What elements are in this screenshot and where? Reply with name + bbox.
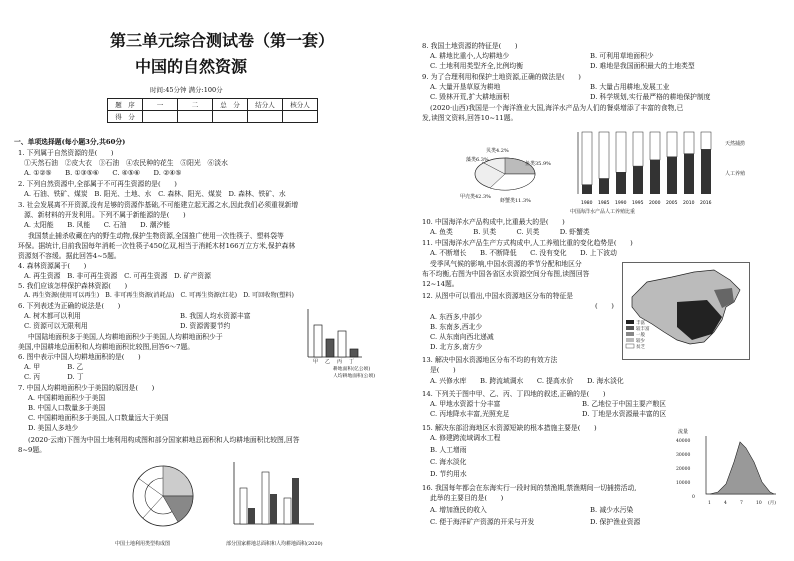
question-6b-options[interactable]: A. 甲 B. 乙 [24,363,84,371]
question-3-options[interactable]: A. 太阳能 B. 风能 C. 石油 D. 潮汐能 [24,221,171,229]
question-7-option-b[interactable]: B. 中国人口数量多于美国 [28,404,106,412]
stack-year-label: 2010 [683,201,695,206]
stack-bar-farmed [633,166,643,194]
question-6b: 6. 图中表示中国人均耕地面积的是( ) [18,353,141,361]
question-7-option-a[interactable]: A. 中国耕地面积少于美国 [28,394,106,402]
month-tick: 1 [708,501,711,506]
question-8-option-b[interactable]: B. 可利用草地面积少 [590,52,654,60]
question-10: 10. 中国海洋水产品构成中,比重最大的是( ) [422,218,565,226]
flow-tick: 10000 [676,481,691,486]
question-15: 15. 解决东部沿海地区水资源短缺的根本措施主要是( ) [422,424,597,432]
passage-line: (2020·云南)下图为中国土地利用构成图和部分国家耕地总面积和人均耕地面积比较图,回答 [28,436,300,444]
stack-year-label: 2005 [666,201,678,206]
stack-bar-farmed [701,149,711,194]
page-subtitle: 中国的自然资源 [135,57,248,76]
question-16-option-a[interactable]: A. 增加渔民的收入 [430,506,487,514]
question-3-cont: 源、新材料的开发利用。下列不属于新能源的是( ) [24,211,186,219]
question-9-option-b[interactable]: B. 大量占用耕地,发展工业 [590,83,670,91]
question-15-option-c[interactable]: C. 海水淡化 [430,458,467,466]
stack-bar-wild [616,132,626,172]
section-heading: 一、单项选择题(每小题3分,共60分) [14,138,126,146]
question-8-option-d[interactable]: D. 难地是我国面积最大的土地类型 [590,62,695,70]
map-legend-item: 贫乏 [636,345,645,350]
pie-label: 藻类6.3% [466,157,489,163]
question-4-options[interactable]: A. 再生资源 B. 非可再生资源 C. 可再生资源 D. 矿产资源 [24,272,211,280]
stack-bar-wild [633,132,643,166]
question-8: 8. 我国土地资源的特征是( ) [422,42,518,50]
bar-label-ding: 丁 [349,359,355,365]
question-16-option-b[interactable]: B. 减少水污染 [590,506,634,514]
question-9: 9. 为了合理利用和保护土地资源,正确的做法是( ) [422,73,581,81]
question-9-option-a[interactable]: A. 大量开垦草原为耕地 [430,83,501,91]
question-14-option-b[interactable]: B. 乙地位于中国主要产粮区 [582,400,667,408]
bar-label-yi: 乙 [325,359,331,365]
score-cell[interactable] [143,111,178,123]
question-6-option-d[interactable]: D. 资源需要节约 [180,322,231,330]
passage-line: 8~9题。 [18,446,46,454]
question-12-option-c[interactable]: C. 从东南向西北递减 [430,333,494,341]
question-14-option-d[interactable]: D. 丁地是水资源最丰富的区 [582,410,667,418]
stack-bar-wild [701,132,711,149]
map-legend-item: 较少 [636,339,645,344]
question-14: 14. 下列关于图中甲、乙、丙、丁四地的叙述,正确的是( ) [422,390,606,398]
question-9-option-d[interactable]: D. 科学规划,实行最严格的耕地保护制度 [590,93,711,101]
question-6-option-c[interactable]: C. 资源可以无限利用 [24,322,88,330]
pie-label: 鱼类35.9% [525,161,551,167]
flow-tick: 0 [692,495,695,500]
question-12-option-b[interactable]: B. 东南多,西北少 [430,323,483,331]
month-tick: 7 [740,501,743,506]
month-tick: 10 [756,501,762,506]
passage-line: 发,读图文资料,回答10~11题。 [422,114,518,122]
stack-year-label: 2016 [700,201,712,206]
question-1-items: ①天然石油 ②皮大衣 ③石油 ④农民种的花生 ⑤阳光 ⑥淡水 [24,159,228,167]
stack-bar-farmed [650,160,660,194]
question-5-options[interactable]: A. 再生资源(使用可以再生) B. 非可再生资源(消耗品) C. 可再生资源(红花) D. 可回收物(塑料) [24,292,294,299]
page-title: 第三单元综合测试卷（第一套） [110,31,335,50]
pie-label: 虾蟹类11.3% [500,198,531,204]
right-column [400,0,794,561]
question-7-option-c[interactable]: C. 中国耕地面积多于美国,人口数量远大于美国 [28,414,169,422]
flow-tick: 40000 [676,439,691,444]
question-12-option-d[interactable]: D. 北方多,南方少 [430,343,483,351]
passage-line: 我国禁止捕杀收藏在内的野生动物,保护生物资源,全国推广使用一次性筷子、塑料袋等 [28,232,284,240]
land-use-pie-chart [118,458,208,538]
score-cell[interactable] [178,111,213,123]
question-15-option-d[interactable]: D. 节约用水 [430,470,467,478]
question-6-option-a[interactable]: A. 树木都可以利用 [24,312,81,320]
question-6: 6. 下列表述为正确的说法是( ) [18,302,121,310]
bar-caption: 部分国家耕地总面积和人均耕地面积(2020) [226,541,323,547]
score-cell: 一 [143,99,178,111]
stack-bar-wild [684,132,694,154]
score-cell: 题 序 [108,99,143,111]
score-cell[interactable] [283,111,318,123]
question-8-option-c[interactable]: C. 土地利用类型齐全,比例均衡 [430,62,524,70]
stack-year-label: 1985 [598,201,610,206]
score-cell: 结分人 [248,99,283,111]
country-farmland-chart [228,458,318,532]
question-8-option-a[interactable]: A. 耕地比重小,人均耕地少 [430,52,510,60]
bar-label-bing: 丙 [337,359,343,365]
question-12: 12. 从图中可以看出,中国水资源地区分布的特征是 [422,292,574,300]
question-11: 11. 中国海洋水产品生产方式构成中,人工养殖比重的变化趋势是( ) [422,239,633,247]
question-15-option-a[interactable]: A. 修建跨流域调水工程 [430,434,501,442]
bar-label-jia: 甲 [313,359,319,365]
stack-bar-farmed [684,154,694,194]
question-5: 5. 我们应该怎样保护森林资源( ) [18,282,128,290]
question-16-option-d[interactable]: D. 保护渔业资源 [590,518,641,526]
month-tick: 4 [724,501,727,506]
question-7: 7. 中国人均耕地面积少于美国的原因是( ) [18,384,155,392]
stack-bar-farmed [667,157,677,194]
question-15-option-b[interactable]: B. 人工增雨 [430,446,467,454]
question-7-option-d[interactable]: D. 美国人多地少 [28,424,79,432]
score-cell: 二 [178,99,213,111]
question-14-option-a[interactable]: A. 甲地水资源十分丰富 [430,400,501,408]
flow-area [710,442,774,494]
river-flow-chart [700,432,780,502]
passage-line: 资源刻不容缓。据此回答4~5题。 [18,252,121,260]
question-16-cont: 此举的主要目的是( ) [430,494,504,502]
question-6b-options2[interactable]: C. 丙 D. 丁 [24,373,84,381]
stack-legend-1: 天然捕捞 [725,141,746,147]
question-9-option-c[interactable]: C. 毁林开荒,扩大耕地面积 [430,93,510,101]
flow-tick: 30000 [676,453,691,458]
score-cell: 总 分 [213,99,248,111]
stack-legend-2: 人工养殖 [725,171,746,177]
score-cell[interactable] [248,111,283,123]
question-13: 13. 解决中国水资源地区分布不均的有效方法 [422,356,558,364]
question-11-options[interactable]: A. 不断增长 B. 不断降低 C. 没有变化 D. 上下波动 [430,249,617,257]
score-cell: 得 分 [108,111,143,123]
stack-bar-wild [650,132,660,160]
score-cell: 核分人 [283,99,318,111]
passage-line: 12~14题。 [422,280,459,288]
stack-year-label: 1990 [615,201,627,206]
passage-line: 环保。据统计,目前我国每年消耗一次性筷子450亿双,相当于消耗木材166万立方米,保护森林 [18,242,296,250]
map-legend-item: 一般 [636,333,645,338]
map-legend-item: 较丰富 [636,327,650,332]
question-12-option-a[interactable]: A. 东西多,中部少 [430,313,483,321]
stack-bar-farmed [616,172,626,194]
aquaculture-ratio-chart [568,128,718,208]
question-1-options[interactable]: A. ①②⑤ B. ①③⑤⑥ C. ④⑤⑥ D. ②④⑤ [24,169,182,177]
question-13-cont: 是( ) [430,366,456,374]
question-16: 16. 我国每年都会在东海实行一段时间的禁渔期,禁渔期间一切捕捞活动, [422,484,637,492]
question-10-options[interactable]: A. 鱼类 B. 贝类 C. 贝类 D. 虾蟹类 [430,228,590,236]
pie-caption: 中国土地利用类型构成图 [115,541,171,547]
question-4: 4. 森林资源属于( ) [18,262,87,270]
question-12-paren: ( ) [595,302,614,310]
question-6-option-b[interactable]: B. 我国人均水资源丰富 [180,312,251,320]
month-tick: (月) [768,501,777,506]
question-3: 3. 社会发展离不开资源,没有足够的资源作基础,不可能建立起无源之水,因此我们必须重视新增 [18,201,299,209]
stack-bar-wild [582,132,592,185]
stack-year-label: 2000 [649,201,661,206]
chart-legend-2: 人均耕地面积(公顷) [333,374,376,379]
passage-line: 受季风气候的影响,中国水资源的季节分配和地区分 [430,260,582,268]
flow-tick: 20000 [676,467,691,472]
question-14-option-c[interactable]: C. 丙地降水丰富,光照充足 [430,410,510,418]
stack-chart-title: 中国海洋水产品人工养殖比重 [570,209,636,215]
question-1: 1. 下列属于自然资源的是( ) [18,149,114,157]
question-16-option-c[interactable]: C. 便于海洋矿产资源的开采与开发 [430,518,535,526]
question-13-options[interactable]: A. 兴修水库 B. 跨流域调水 C. 提高水价 D. 海水淡化 [430,377,624,385]
map-legend-item: 丰富 [636,321,645,326]
passage-line: 中国陆地面积多于美国,人均耕地面积少于美国,人均耕地面积少于 [28,333,223,341]
chart-legend-1: 耕地面积(亿公顷) [333,367,371,372]
stack-year-label: 1995 [632,201,644,206]
passage-line: 布不均衡,右图为中国各省区水资源空间分布图,读图回答 [422,270,590,278]
question-2: 2. 下列自然资源中,全部属于不可再生资源的是( ) [18,180,177,188]
stack-bar-wild [667,132,677,157]
stack-bar-farmed [599,179,609,195]
question-2-options[interactable]: A. 石油、铁矿、煤炭 B. 阳光、土地、水 C. 森林、阳光、煤炭 D. 森林、铁矿、水 [24,190,286,198]
stack-bar-wild [599,132,609,179]
pie-label: 贝类4.2% [486,148,509,154]
flow-axis-label: 流量 [678,429,689,435]
stack-bar-farmed [582,185,592,194]
score-cell[interactable] [213,111,248,123]
stack-year-label: 1980 [581,201,593,206]
passage-line: (2020·山西)我国是一个海洋渔业大国,海洋水产品为人们的餐桌增添了丰富的食物,已 [430,104,684,112]
score-table [107,98,318,123]
pie-label: 甲壳类42.3% [460,194,491,200]
exam-meta: 时间:45分钟 满分:100分 [150,86,223,94]
passage-line: 美国,中国耕地总面积和人均耕地面积比较图,回答6～7题。 [18,343,195,351]
